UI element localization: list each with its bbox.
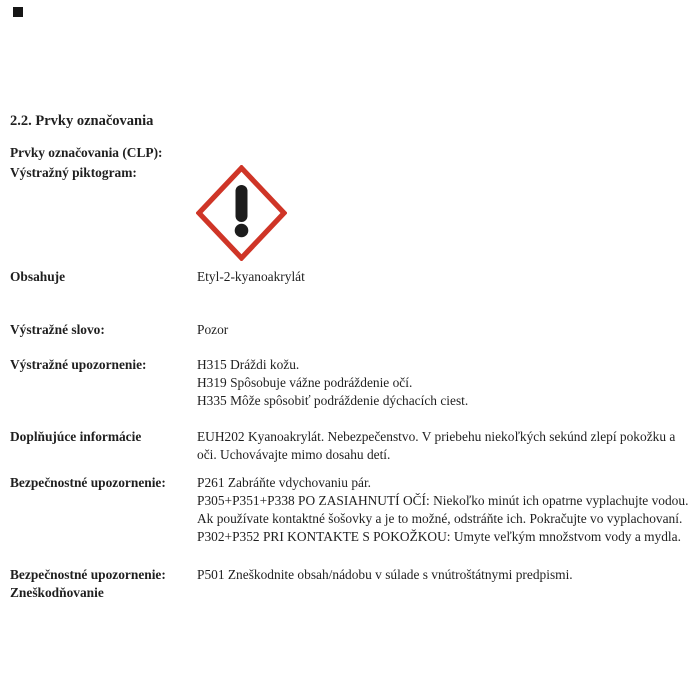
precautionary-statement-p305: P305+P351+P338 PO ZASIAHNUTÍ OČÍ: Niekoľko minút ich opatrne vyplachujte vodou. Ak používate kontaktné šošovky a je to možné, odstráňte ich. Pokračujte vo vyplachovaní.: [197, 493, 689, 526]
exclamation-dot: [235, 224, 249, 238]
clp-heading: Prvky označovania (CLP):: [10, 145, 163, 160]
exclamation-bar: [236, 185, 248, 222]
row-precautionary-statements: [10, 474, 694, 546]
contains-substance: Etyl-2-kyanoakrylát: [197, 269, 305, 284]
row-supplemental-info: [10, 428, 694, 464]
row-signal-word-value: [197, 321, 694, 339]
row-supplemental-label: Doplňujúce informácie: [10, 429, 142, 444]
row-supplemental-value: [197, 428, 694, 464]
section-heading: 2.2. Prvky označovania: [10, 113, 154, 129]
row-signal-word: [10, 321, 694, 339]
row-contains: [10, 268, 694, 286]
signal-word: Pozor: [197, 322, 229, 337]
disposal-statement-p501: P501 Zneškodnite obsah/nádobu v súlade s vnútroštátnymi predpismi.: [197, 567, 573, 582]
row-hazard-value: [197, 356, 694, 410]
row-hazard-statements: [10, 356, 694, 410]
supplemental-statement-euh202: EUH202 Kyanoakrylát. Nebezpečenstvo. V priebehu niekoľkých sekúnd zlepí pokožku a oči. Uchovávajte mimo dosahu detí.: [197, 429, 676, 462]
row-disposal-label-line1: Bezpečnostné upozornenie:: [10, 567, 166, 582]
row-disposal-label: [10, 566, 193, 602]
row-precautionary-label: Bezpečnostné upozornenie:: [10, 475, 166, 490]
hazard-statement-h335: H335 Môže spôsobiť podráždenie dýchacích ciest.: [197, 393, 469, 408]
row-hazard-label: Výstražné upozornenie:: [10, 357, 147, 372]
ghs07-exclamation-pictogram-icon: [196, 165, 287, 261]
row-disposal-statements: [10, 566, 694, 600]
precautionary-statement-p302: P302+P352 PRI KONTAKTE S POKOŽKOU: Umyte veľkým množstvom vody a mydla.: [197, 529, 681, 544]
row-disposal-value: [197, 566, 694, 584]
row-contains-value: [197, 268, 694, 286]
row-precautionary-value: [197, 474, 694, 546]
hazard-statement-h319: H319 Spôsobuje vážne podráždenie očí.: [197, 375, 413, 390]
pictogram-label: Výstražný piktogram:: [10, 165, 137, 180]
hazard-statement-h315: H315 Dráždi kožu.: [197, 357, 300, 372]
page-corner-mark: [13, 7, 23, 17]
precautionary-statement-p261: P261 Zabráňte vdychovaniu pár.: [197, 475, 372, 490]
row-contains-label: Obsahuje: [10, 269, 66, 284]
row-signal-word-label: Výstražné slovo:: [10, 322, 105, 337]
row-disposal-label-line2: Zneškodňovanie: [10, 585, 104, 600]
